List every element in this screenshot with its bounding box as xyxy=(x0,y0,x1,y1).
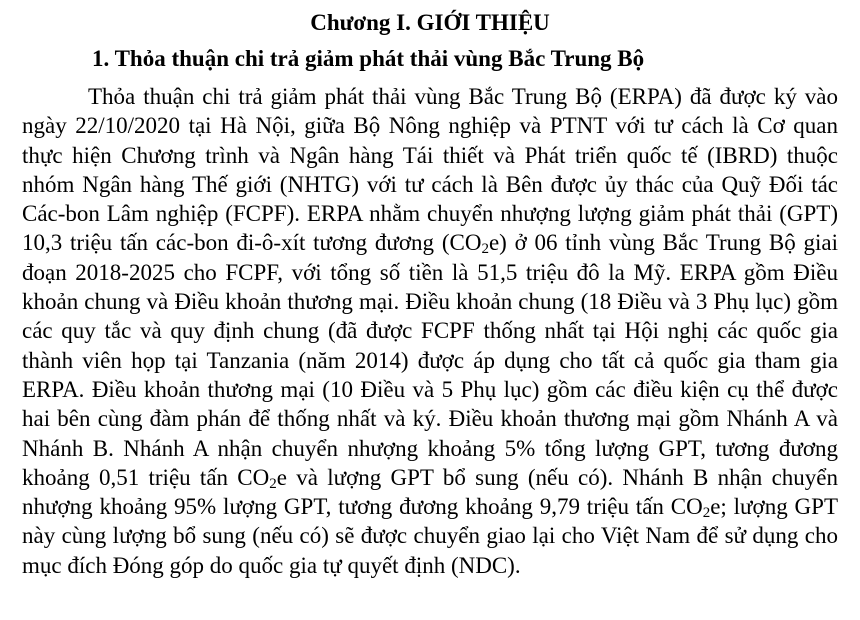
chapter-title: Chương I. GIỚI THIỆU xyxy=(310,10,550,35)
paragraph-text-part-3: e và lượng GPT bổ sung (nếu có). Nhánh B nhận chuyển nhượng khoảng 95% lượng GPT, tương đương khoảng 9,79 triệu tấn CO xyxy=(22,464,838,520)
subscript-2: 2 xyxy=(702,505,711,522)
section-heading: 1. Thỏa thuận chi trả giảm phát thải vùng Bắc Trung Bộ xyxy=(92,46,645,71)
subscript-2: 2 xyxy=(269,475,277,492)
paragraph-text-part-4: e; lượng GPT này cùng lượng bổ sung (nếu có) sẽ được chuyển giao lại cho Việt Nam để sử dụng cho mục đích Đóng góp do quốc gia tự quyết định (NDC). xyxy=(22,494,838,578)
paragraph-text-part-2: e) ở 06 tỉnh vùng Bắc Trung Bộ giai đoạn 2018-2025 cho FCPF, với tổng số tiền là 51,5 triệu đô la Mỹ. ERPA gồm Điều khoản chung và Điều khoản thương mại. Điều khoản chung (18 Điều và 3 Phụ lục) gồm các quy tắc và quy định chung (đã được FCPF thống nhất tại Hội nghị các quốc gia thành viên họp tại Tanzania (năm 2014) được áp dụng cho tất cả quốc gia tham gia ERPA. Điều khoản thương mại (10 Điều và 5 Phụ lục) gồm các điều kiện cụ thể được hai bên cùng đàm phán để thống nhất và ký. Điều khoản thương mại gồm Nhánh A và Nhánh B. Nhánh A nhận chuyển nhượng khoảng 5% tổng lượng GPT, tương đương khoảng 0,51 triệu tấn CO xyxy=(22,230,838,490)
paragraph-text-part-1: Thỏa thuận chi trả giảm phát thải vùng Bắc Trung Bộ (ERPA) đã được ký vào ngày 22/10/2020 tại Hà Nội, giữa Bộ Nông nghiệp và PTNT với tư cách là Cơ quan thực hiện Chương trình và Ngân hàng Tái thiết và Phát triển quốc tế (IBRD) thuộc nhóm Ngân hàng Thế giới (NHTG) với tư cách là Bên được ủy thác của Quỹ Đối tác Các-bon Lâm nghiệp (FCPF). ERPA nhằm chuyển nhượng lượng giảm phát thải (GPT) 10,3 triệu tấn các-bon đi-ô-xít tương đương (CO xyxy=(22,84,838,256)
subscript-2: 2 xyxy=(481,241,489,258)
body-paragraph xyxy=(22,82,838,580)
